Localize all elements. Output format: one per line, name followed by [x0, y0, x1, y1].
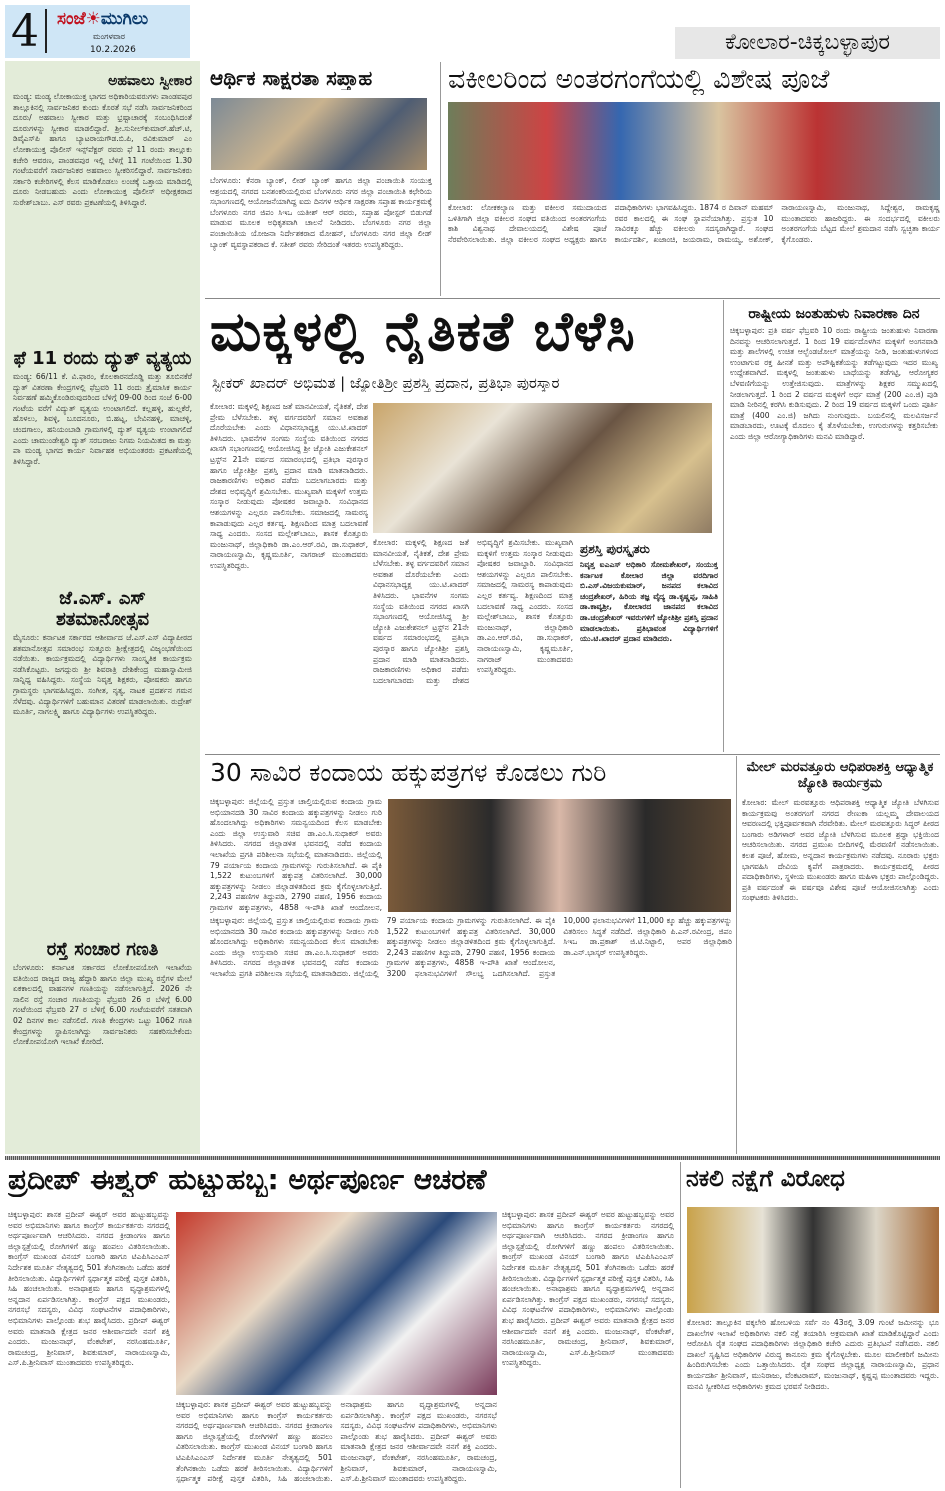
brief-title: ರಸ್ತೆ ಸಂಚಾರ ಗಣತಿ — [46, 939, 159, 960]
column-divider — [680, 1162, 681, 1488]
article-body: ಚಿಕ್ಕಬಳ್ಳಾಪುರ: ಪ್ರತಿ ವರ್ಷ ಫೆಬ್ರವರಿ 10 ರಂದು ರಾಷ್ಟ್ರೀಯ ಜಂತುಹುಳು ನಿವಾರಣಾ ದಿನವನ್ನು ಆಚರಿಸಲಾಗುತ್ತದೆ. 1 ರಿಂದ 19 ವರ್ಷದೊಳಗಿನ ಮಕ್ಕಳಿಗೆ ಅಂಗನವಾಡಿ ಮತ್ತು ಶಾಲೆಗಳಲ್ಲಿ ಉಚಿತ ಆಲ್ಬೆಂಡಜೋಲ್ ಮಾತ್ರೆಯನ್ನು ನೀಡಿ, ಜಂತುಹುಳುಗಳಿಂದ ಉಂಟಾಗುವ ರಕ್ತ ಹೀನತೆ ಮತ್ತು ಅಪೌಷ್ಟಿಕತೆಯನ್ನು ತಡೆಗಟ್ಟುವುದು ಇದರ ಮುಖ್ಯ ಉದ್ದೇಶವಾಗಿದೆ. ಮಕ್ಕಳಲ್ಲಿ ಜಂತುಹುಳು ಬಾಧೆಯನ್ನು ತಡೆಗಟ್ಟಿ, ಆರೋಗ್ಯಕರ ಬೆಳವಣಿಗೆಯನ್ನು ಉತ್ತೇಜಿಸುವುದು. ಮಾತ್ರೆಗಳನ್ನು ಶಿಕ್ಷಕರ ಸಮ್ಮುಖದಲ್ಲಿ ನೀಡಲಾಗುತ್ತದೆ. 1 ರಿಂದ 2 ವರ್ಷದ ಮಕ್ಕಳಿಗೆ ಅರ್ಧ ಮಾತ್ರೆ (200 ಎಂ.ಜಿ) ಪುಡಿ ಮಾಡಿ ನೀರಿನಲ್ಲಿ ಕರಗಿಸಿ ಕುಡಿಸುವುದು. 2 ರಿಂದ 19 ವರ್ಷದ ಮಕ್ಕಳಿಗೆ ಒಂದು ಪೂರ್ತಿ ಮಾತ್ರೆ (400 ಎಂ.ಜಿ) ಜಗಿದು ನುಂಗುವುದು. ಬಯಲಿನಲ್ಲಿ ಮಲವಿಸರ್ಜನೆ ಮಾಡಬಾರದು, ಊಟಕ್ಕೆ ಮೊದಲು ಕೈ ತೊಳೆಯಬೇಕು, ಉಗುರುಗಳನ್ನು ಕತ್ತರಿಸಬೇಕು ಎಂದು ಜಿಲ್ಲಾ ಆರೋಗ್ಯಾಧಿಕಾರಿಗಳು ಮನವಿ ಮಾಡಿದ್ದಾರೆ. — [730, 326, 938, 441]
article-body: ಕೋಲಾರ: ಮಕ್ಕಳಲ್ಲಿ ಶಿಕ್ಷಣದ ಜತೆ ಮಾನವೀಯತೆ, ನೈತಿಕತೆ, ದೇಶ ಪ್ರೇಮ ಬೆಳೆಸಬೇಕು. ತಳ್ಳ ವರ್ಗದವರಿಗೆ ಸಮಾನ ಅವಕಾಶ ದೊರೆಯಬೇಕು ಎಂದು ವಿಧಾನಸಭಾಧ್ಯಕ್ಷ ಯು.ಟಿ.ಖಾದರ್ ತಿಳಿಸಿದರು. ಭಾವನೆಗಳ ಸಂಗಮ ಸಂಸ್ಥೆಯ ವತಿಯಿಂದ ನಗರದ ಖಾಸಗಿ ಸಭಾಂಗಣದಲ್ಲಿ ಆಯೋಜಿಸಿದ್ದ ಶ್ರೀ ಜ್ಯೋತಿ ಎಜುಕೇಶನಲ್ ಟ್ರಸ್ಟ್‌ನ 21ನೇ ವರ್ಷದ ಸಮಾರಂಭದಲ್ಲಿ ಪ್ರತಿಭಾ ಪುರಸ್ಕಾರ ಹಾಗೂ ಜ್ಯೋತಿಶ್ರೀ ಪ್ರಶಸ್ತಿ ಪ್ರದಾನ ಮಾಡಿ ಮಾತನಾಡಿದರು. ರಾಜಕಾರಣಿಗಳು ಅಧಿಕಾರ ಪಡೆದು ಬದಲಾಗಬಾರದು ಮತ್ತು ದೇಶದ ಅಭಿವೃದ್ಧಿಗೆ ಶ್ರಮಿಸಬೇಕು. ಮುಖ್ಯವಾಗಿ ಮಕ್ಕಳಿಗೆ ಉತ್ತಮ ಸಂಸ್ಕಾರ ನೀಡುವುದು ಪೋಷಕರ ಜವಾಬ್ದಾರಿ. ಸಂವಿಧಾನದ ಆಶಯಗಳನ್ನು ಎಲ್ಲರೂ ಪಾಲಿಸಬೇಕು. ಸಮಾಜದಲ್ಲಿ ಸಾಮರಸ್ಯ ಕಾಪಾಡುವುದು ಎಲ್ಲರ ಕರ್ತವ್ಯ. ಶಿಕ್ಷಣದಿಂದ ಮಾತ್ರ ಬದಲಾವಣೆ ಸಾಧ್ಯ ಎಂದರು. ಸಂಸದ ಮಲ್ಲೇಶ್‌ಬಾಬು, ಶಾಸಕ ಕೊತ್ತೂರು ಮಂಜುನಾಥ್, ಜಿಲ್ಲಾಧಿಕಾರಿ ಡಾ.ಎಂ.ಆರ್.ರವಿ, ಡಾ.ಸುಧಾಕರ್, ನಾರಾಯಣಸ್ವಾಮಿ, ಕೃಷ್ಣಮೂರ್ತಿ, ನಾಗರಾಜ್ ಮುಂತಾದವರು ಉಪಸ್ಥಿತರಿದ್ದರು. — [210, 402, 368, 570]
article-body: ಚಿಕ್ಕಬಳ್ಳಾಪುರ: ಶಾಸಕ ಪ್ರದೀಪ್ ಈಶ್ವರ್ ಅವರ ಹುಟ್ಟುಹಬ್ಬವನ್ನು ಅವರ ಅಭಿಮಾನಿಗಳು ಹಾಗೂ ಕಾಂಗ್ರೆಸ್ ಕಾರ್ಯಕರ್ತರು ನಗರದಲ್ಲಿ ಅರ್ಥಪೂರ್ಣವಾಗಿ ಆಚರಿಸಿದರು. ನಗರದ ಕ್ರೀಡಾಂಗಣ ಹಾಗೂ ಜಿಲ್ಲಾಸ್ಪತ್ರೆಯಲ್ಲಿ ರೋಗಿಗಳಿಗೆ ಹಣ್ಣು ಹಂಪಲು ವಿತರಿಸಲಾಯಿತು. ಕಾಂಗ್ರೆಸ್ ಮುಖಂಡ ವಿನಯ್ ಬಂಗಾರಿ ಹಾಗೂ ಟಿಎಪಿಸಿಎಂಎಸ್ ನಿರ್ದೇಶಕ ಮೂರ್ತಿ ನೇತೃತ್ವದಲ್ಲಿ 501 ತೆಂಗಿನಕಾಯಿ ಒಡೆದು ಹರಕೆ ತೀರಿಸಲಾಯಿತು. ವಿದ್ಯಾರ್ಥಿಗಳಿಗೆ ಸ್ಪರ್ಧಾತ್ಮಕ ಪರೀಕ್ಷೆ ಪುಸ್ತಕ ವಿತರಿಸಿ, ಸಿಹಿ ಹಂಚಲಾಯಿತು. ಅನಾಥಾಶ್ರಮ ಹಾಗೂ ವೃದ್ಧಾಶ್ರಮಗಳಲ್ಲಿ ಅನ್ನದಾನ ಏರ್ಪಡಿಸಲಾಗಿತ್ತು. ಕಾಂಗ್ರೆಸ್ ಪಕ್ಷದ ಮುಖಂಡರು, ನಗರಸಭೆ ಸದಸ್ಯರು, ವಿವಿಧ ಸಂಘಟನೆಗಳ ಪದಾಧಿಕಾರಿಗಳು, ಅಭಿಮಾನಿಗಳು ಪಾಲ್ಗೊಂಡು ಶುಭ ಹಾರೈಸಿದರು. ಪ್ರದೀಪ್ ಈಶ್ವರ್ ಅವರು ಮಾತನಾಡಿ ಕ್ಷೇತ್ರದ ಜನರ ಆಶೀರ್ವಾದವೇ ನನಗೆ ಶಕ್ತಿ ಎಂದರು. ಮಂಜುನಾಥ್, ವೆಂಕಟೇಶ್, ನರಸಿಂಹಮೂರ್ತಿ, ರಾಮಚಂದ್ರ, ಶ್ರೀನಿವಾಸ್, ಶಿವಕುಮಾರ್, ನಾರಾಯಣಸ್ವಾಮಿ, ಎಸ್.ಪಿ.ಶ್ರೀನಿವಾಸ್ ಮುಂತಾದವರು ಉಪಸ್ಥಿತರಿದ್ದರು. — [8, 1210, 170, 1368]
divider — [45, 9, 47, 53]
divider — [205, 754, 940, 755]
brief-title: ಫೆ 11 ರಂದು ದ್ಯುತ್ ವ್ಯತ್ಯಯ — [13, 348, 192, 369]
article-photo — [373, 403, 712, 533]
article-body-continued: ಚಿಕ್ಕಬಳ್ಳಾಪುರ: ಜಿಲ್ಲೆಯಲ್ಲಿ ಪ್ರಸ್ತುತ ಚಾಲ್ತಿಯಲ್ಲಿರುವ ಕಂದಾಯ ಗ್ರಾಮ ಅಭಿಯಾನದಡಿ 30 ಸಾವಿರ ಕಂದಾಯ ಹಕ್ಕುಪತ್ರಗಳನ್ನು ನೀಡಲು ಗುರಿ ಹೊಂದಲಾಗಿದ್ದು ಅಧಿಕಾರಿಗಳು ಸಮನ್ವಯದಿಂದ ಕೆಲಸ ಮಾಡಬೇಕು ಎಂದು ಜಿಲ್ಲಾ ಉಸ್ತುವಾರಿ ಸಚಿವ ಡಾ.ಎಂ.ಸಿ.ಸುಧಾಕರ್ ಅವರು ತಿಳಿಸಿದರು. ನಗರದ ಜಿಲ್ಲಾಡಳಿತ ಭವನದಲ್ಲಿ ನಡೆದ ಕಂದಾಯ ಇಲಾಖೆಯ ಪ್ರಗತಿ ಪರಿಶೀಲನಾ ಸಭೆಯಲ್ಲಿ ಮಾತನಾಡಿದರು. ಜಿಲ್ಲೆಯಲ್ಲಿ 79 ಪರ್ಯಾಯ ಕಂದಾಯ ಗ್ರಾಮಗಳನ್ನು ಗುರುತಿಸಲಾಗಿದೆ. ಈ ಪೈಕಿ 1,522 ಕುಟುಂಬಗಳಿಗೆ ಹಕ್ಕುಪತ್ರ ವಿತರಿಸಲಾಗಿದೆ. 30,000 ಹಕ್ಕುಪತ್ರಗಳನ್ನು ನೀಡಲು ಜಿಲ್ಲಾಡಳಿತದಿಂದ ಕ್ರಮ ಕೈಗೊಳ್ಳಲಾಗುತ್ತಿದೆ. 2,243 ಪಹಣಿಗಳ ತಿದ್ದುಪಡಿ, 2790 ಪಹಣಿ, 1956 ಕಂದಾಯ ಗ್ರಾಮಗಳ ಹಕ್ಕುಪತ್ರಗಳು, 4858 ಇ-ಪೌತಿ ಖಾತೆ ಆಂದೋಲನ, 3200 ಫಲಾನುಭವಿಗಳಿಗೆ ಸೌಲಭ್ಯ ಒದಗಿಸಲಾಗಿದೆ. ಪ್ರಸ್ತುತ 10,000 ಫಲಾನುಭವಿಗಳಿಗೆ 11,000 ಕ್ಕೂ ಹೆಚ್ಚು ಹಕ್ಕುಪತ್ರಗಳನ್ನು ವಿತರಿಸಲು ಸಿದ್ಧತೆ ನಡೆದಿದೆ. ಜಿಲ್ಲಾಧಿಕಾರಿ ಪಿ.ಎನ್.ರವೀಂದ್ರ, ಜಿಪಂ ಸಿಇಒ ಡಾ.ಪ್ರಕಾಶ್ ಜಿ.ಟಿ.ನಿಟ್ಟಾಲಿ, ಅಪರ ಜಿಲ್ಲಾಧಿಕಾರಿ ಡಾ.ಎನ್.ಭಾಸ್ಕರ್ ಉಪಸ್ಥಿತರಿದ್ದರು. — [210, 916, 732, 978]
divider — [5, 1156, 940, 1160]
divider — [205, 298, 940, 299]
brief-body: ಮಂಡ್ಯ: ಮಂಡ್ಯ ಲೋಕಾಯುಕ್ತ ಭಾಗದ ಅಧಿಕಾರಿಯವರುಗಳು ಪಾಂಡವಪುರ ತಾಲ್ಲೂಕಿನಲ್ಲಿ ಸಾರ್ವಜನಿಕರ ಕುಂದು ಕೊರತೆ ಸಭೆ ನಡೆಸಿ ಸಾರ್ವಜನಿಕರಿಂದ ದೂರು/ ಅಹವಾಲು ಸ್ವೀಕಾರ ಮತ್ತು ಭ್ರಷ್ಟಾಚಾರಕ್ಕೆ ಸಂಬಂಧಿಸಿದಂತೆ ದೂರುಗಳನ್ನು ಸ್ವೀಕಾರ ಮಾಡಲಿದ್ದಾರೆ. ಶ್ರೀ.ಸುನೀಲ್‌ಕುಮಾರ್.ಹೆಚ್.ಟಿ, ಡಿವೈಎಸ್‌ಪಿ ಹಾಗೂ ಬ್ಯಾಟರಾಯಗೌಡ.ಬಿ.ಪಿ, ರವಿಕುಮಾರ್ ಎಂ ಲೋಕಾಯುಕ್ತ ಪೊಲೀಸ್ ಇನ್ಸ್‌ಪೆಕ್ಟರ್ ರವರು ಫೆ 11 ರಂದು ತಾಲ್ಲೂಕು ಕಚೇರಿ ಆವರಣ, ಪಾಂಡವಪುರ ಇಲ್ಲಿ ಬೆಳಿಗ್ಗೆ 11 ಗಂಟೆಯಿಂದ 1.30 ಗಂಟೆಯವರೆಗೆ ಸಾರ್ವಜನಿಕರ ಅಹವಾಲು ಸ್ವೀಕರಿಸಲಿದ್ದಾರೆ. ಸಾರ್ವಜನಿಕರು ಸರ್ಕಾರಿ ಕಚೇರಿಗಳಲ್ಲಿ ಕೆಲಸ ಮಾಡಿಕೊಡಲು ಲಂಚಕ್ಕೆ ಒತ್ತಾಯ ಮಾಡಿದಲ್ಲಿ ದೂರು ನೀಡಬಹುದು ಎಂದು ಲೋಕಾಯುಕ್ತ ಪೊಲೀಸ್ ಅಧೀಕ್ಷಕರಾದ ಸುರೇಶ್‌ಬಾಬು. ಎಸ್ ರವರು ಪ್ರಕಟಣೆಯಲ್ಲಿ ತಿಳಿಸಿದ್ದಾರೆ. — [13, 92, 192, 207]
article-body: ಬೆಂಗಳೂರು: ಕೆನರಾ ಬ್ಯಾಂಕ್, ಲೀಡ್ ಬ್ಯಾಂಕ್ ಹಾಗೂ ಜಿಲ್ಲಾ ಪಂಚಾಯಿತಿ ಸಂಯುಕ್ತ ಆಶ್ರಯದಲ್ಲಿ ನಗರದ ಬನಶಂಕರಿಯಲ್ಲಿರುವ ಬೆಂಗಳೂರು ನಗರ ಜಿಲ್ಲಾ ಪಂಚಾಯಿತಿ ಕಛೇರಿಯ ಸಭಾಂಗಣದಲ್ಲಿ ಆಯೋಜನೆಯಾಗಿದ್ದ ಐದು ದಿನಗಳ ಆರ್ಥಿಕ ಸಾಕ್ಷರತಾ ಸಪ್ತಾಹ ಕಾರ್ಯಕ್ರಮಕ್ಕೆ ಬೆಂಗಳೂರು ನಗರ ಜಿಪಂ ಸಿಇಒ ಯತೀಶ್ ಆರ್ ರವರು, ಸಪ್ತಾಹ ಪೋಸ್ಟರ್ ಬಿಡುಗಡೆ ಮಾಡುವ ಮೂಲಕ ಅಧಿಕೃತವಾಗಿ ಚಾಲನೆ ನೀಡಿದರು. ಬೆಂಗಳೂರು ನಗರ ಜಿಲ್ಲಾ ಪಂಚಾಯಿತಿಯ ಯೋಜನಾ ನಿರ್ದೇಶಕರಾದ ಮೋಹನ್, ಬೆಂಗಳೂರು ನಗರ ಜಿಲ್ಲಾ ಲೀಡ್ ಬ್ಯಾಂಕ್ ವ್ಯವಸ್ಥಾಪಕರಾದ ಕೆ. ಸತೀಶ್ ರವರು ಸೇರಿದಂತೆ ಇತರರು ಉಪಸ್ಥಿತರಿದ್ದರು. — [210, 176, 432, 249]
awards-body: ನಿವೃತ್ತ ಐಎಎಸ್ ಅಧಿಕಾರಿ ಸೋಮಶೇಖರ್, ಸಂಯುಕ್ತ ಕರ್ನಾಟಕ ಕೋಲಾರ ಜಿಲ್ಲಾ ವರದಿಗಾರ ಬಿ.ಎಸ್.ವಿಜಯಕುಮಾರ್, ಜನಪದ ಕಲಾವಿದ ಚಂದ್ರಶೇಖರ್, ಹಿರಿಯ ತಜ್ಞ ವೈದ್ಯ ಡಾ.ಕೃಷ್ಣಪ್ಪ, ಸಾಹಿತಿ ಡಾ.ಕಾವ್ಯಶ್ರೀ, ಕೋಲಾರದ ಜಾನಪದ ಕಲಾವಿದ ಡಾ.ಚಂದ್ರಶೇಖರ್ ಇವರುಗಳಿಗೆ ಜ್ಯೋತಿಶ್ರೀ ಪ್ರಶಸ್ತಿ ಪ್ರದಾನ ಮಾಡಲಾಯಿತು. ಪ್ರತಿಭಾವಂತ ವಿದ್ಯಾರ್ಥಿಗಳಿಗೆ ಯು.ಟಿ.ಖಾದರ್ ಪ್ರದಾನ ಮಾಡಿದರು. — [580, 560, 718, 644]
article-body: ಕೋಲಾರ: ಮೇಲ್ ಮರವತ್ತೂರು ಆಧಿಪರಾಶಕ್ತಿ ಆಧ್ಯಾತ್ಮಿಕ ಜ್ಯೋತಿ ಬೆಳಗಿಸುವ ಕಾರ್ಯಕ್ರಮವು ಅಂತರಗಂಗೆ ನಗರದ ರೇಣುಕಾ ಯಲ್ಲಮ್ಮ ದೇವಾಲಯದ ಆವರಣದಲ್ಲಿ ಭಕ್ತಿಪೂರ್ವಕವಾಗಿ ನೆರವೇರಿತು. ಮೇಲ್ ಮರವತ್ತೂರು ಸಿದ್ಧರ್ ಪೀಠದ ಬಂಗಾರು ಅಡಿಗಳಾರ್ ಅವರ ಜ್ಯೋತಿ ಬೆಳಗಿಸುವ ಮೂಲಕ ಶ್ರದ್ಧಾ ಭಕ್ತಿಯಿಂದ ಆಚರಿಸಲಾಯಿತು. ನಗರದ ಪ್ರಮುಖ ಬೀದಿಗಳಲ್ಲಿ ಮೆರವಣಿಗೆ ನಡೆಸಲಾಯಿತು. ಕಲಶ ಪೂಜೆ, ಹೋಮ, ಅನ್ನದಾನ ಕಾರ್ಯಕ್ರಮಗಳು ನಡೆದವು. ನೂರಾರು ಭಕ್ತರು ಭಾಗವಹಿಸಿ ದೇವಿಯ ಕೃಪೆಗೆ ಪಾತ್ರರಾದರು. ಕಾರ್ಯಕ್ರಮದಲ್ಲಿ ಪೀಠದ ಪದಾಧಿಕಾರಿಗಳು, ಸ್ಥಳೀಯ ಮುಖಂಡರು ಹಾಗೂ ಮಹಿಳಾ ಭಕ್ತರು ಪಾಲ್ಗೊಂಡಿದ್ದರು. ಪ್ರತಿ ವರ್ಷದಂತೆ ಈ ವರ್ಷವೂ ವಿಶೇಷ ಪೂಜೆ ಆಯೋಜಿಸಲಾಗಿತ್ತು ಎಂದು ಸಂಘಟಕರು ತಿಳಿಸಿದರು. — [742, 798, 939, 903]
article-headline: ನಕಲಿ ನಕ್ಷೆಗೆ ವಿರೋಧ — [686, 1166, 845, 1192]
article-headline: ಮೇಲ್ ಮರವತ್ತೂರು ಆಧಿಪರಾಶಕ್ತಿ ಆಧ್ಯಾತ್ಮಿಕ ಜ್ಯೋತಿ ಕಾರ್ಯಕ್ರಮ — [746, 760, 934, 791]
article-body: ಚಿಕ್ಕಬಳ್ಳಾಪುರ: ಜಿಲ್ಲೆಯಲ್ಲಿ ಪ್ರಸ್ತುತ ಚಾಲ್ತಿಯಲ್ಲಿರುವ ಕಂದಾಯ ಗ್ರಾಮ ಅಭಿಯಾನದಡಿ 30 ಸಾವಿರ ಕಂದಾಯ ಹಕ್ಕುಪತ್ರಗಳನ್ನು ನೀಡಲು ಗುರಿ ಹೊಂದಲಾಗಿದ್ದು ಅಧಿಕಾರಿಗಳು ಸಮನ್ವಯದಿಂದ ಕೆಲಸ ಮಾಡಬೇಕು ಎಂದು ಜಿಲ್ಲಾ ಉಸ್ತುವಾರಿ ಸಚಿವ ಡಾ.ಎಂ.ಸಿ.ಸುಧಾಕರ್ ಅವರು ತಿಳಿಸಿದರು. ನಗರದ ಜಿಲ್ಲಾಡಳಿತ ಭವನದಲ್ಲಿ ನಡೆದ ಕಂದಾಯ ಇಲಾಖೆಯ ಪ್ರಗತಿ ಪರಿಶೀಲನಾ ಸಭೆಯಲ್ಲಿ ಮಾತನಾಡಿದರು. ಜಿಲ್ಲೆಯಲ್ಲಿ 79 ಪರ್ಯಾಯ ಕಂದಾಯ ಗ್ರಾಮಗಳನ್ನು ಗುರುತಿಸಲಾಗಿದೆ. ಈ ಪೈಕಿ 1,522 ಕುಟುಂಬಗಳಿಗೆ ಹಕ್ಕುಪತ್ರ ವಿತರಿಸಲಾಗಿದೆ. 30,000 ಹಕ್ಕುಪತ್ರಗಳನ್ನು ನೀಡಲು ಜಿಲ್ಲಾಡಳಿತದಿಂದ ಕ್ರಮ ಕೈಗೊಳ್ಳಲಾಗುತ್ತಿದೆ. 2,243 ಪಹಣಿಗಳ ತಿದ್ದುಪಡಿ, 2790 ಪಹಣಿ, 1956 ಕಂದಾಯ ಗ್ರಾಮಗಳ ಹಕ್ಕುಪತ್ರಗಳು, 4858 ಇ-ಪೌತಿ ಖಾತೆ ಆಂದೋಲನ, — [210, 797, 382, 912]
brief-body: ಬೆಂಗಳೂರು: ಕರ್ನಾಟಕ ಸರ್ಕಾರದ ಲೋಕೋಪಯೋಗಿ ಇಲಾಖೆಯ ವತಿಯಿಂದ ರಾಜ್ಯದ ರಾಜ್ಯ ಹೆದ್ದಾರಿ ಹಾಗೂ ಜಿಲ್ಲಾ ಮುಖ್ಯ ರಸ್ತೆಗಳ ಮೇಲೆ ಏಕಕಾಲದಲ್ಲಿ ವಾಹನಗಳ ಗಣತಿಯನ್ನು ನಡೆಸಲಾಗುತ್ತಿದೆ. 2026 ನೇ ಸಾಲಿನ ರಸ್ತೆ ಸಂಚಾರ ಗಣತಿಯನ್ನು ಫೆಬ್ರವರಿ 26 ರ ಬೆಳಿಗ್ಗೆ 6.00 ಗಂಟೆಯಿಂದ ಫೆಬ್ರವರಿ 27 ರ ಬೆಳಿಗ್ಗೆ 6.00 ಗಂಟೆಯವರೆಗೆ ಸತತವಾಗಿ 02 ದಿನಗಳ ಕಾಲ ನಡೆಸಲಿದೆ. ಗಣತಿ ಕೇಂದ್ರಗಳು ಒಟ್ಟು 1062 ಗಣತಿ ಕೇಂದ್ರಗಳನ್ನು ಸ್ಥಾಪಿಸಲಾಗಿದ್ದು ಸಾರ್ವಜನಿಕರು ಸಹಕರಿಸಬೇಕೆಂದು ಲೋಕೋಪಯೋಗಿ ಇಲಾಖೆ ಕೋರಿದೆ. — [13, 963, 192, 1047]
awards-subheading: ಪ್ರಶಸ್ತಿ ಪುರಸ್ಕೃತರು — [580, 542, 650, 556]
brief-title: ಜೆ.ಎಸ್. ಎಸ್ ಶತಮಾನೋತ್ಸವ — [55, 588, 150, 630]
masthead-logo-box — [5, 5, 190, 58]
article-photo — [448, 102, 940, 200]
page-number: 4 — [11, 6, 39, 57]
article-body: ಕೋಲಾರ: ತಾಲ್ಲೂಕಿನ ವಕ್ಕಲೇರಿ ಹೋಬಳಿಯ ಸರ್ವೆ ನಂ 43ರಲ್ಲಿ 3.09 ಗುಂಟೆ ಜಮೀನನ್ನು ಭೂ ದಾಖಲೆಗಳ ಇಲಾಖೆ ಅಧಿಕಾರಿಗಳು ನಕಲಿ ನಕ್ಷೆ ತಯಾರಿಸಿ ಅಕ್ರಮವಾಗಿ ಖಾತೆ ಮಾಡಿಕೊಟ್ಟಿದ್ದಾರೆ ಎಂದು ಆರೋಪಿಸಿ ರೈತ ಸಂಘದ ಪದಾಧಿಕಾರಿಗಳು ಜಿಲ್ಲಾಧಿಕಾರಿ ಕಚೇರಿ ಎದುರು ಪ್ರತಿಭಟನೆ ನಡೆಸಿದರು. ನಕಲಿ ದಾಖಲೆ ಸೃಷ್ಟಿಸಿದ ಅಧಿಕಾರಿಗಳ ವಿರುದ್ಧ ಕಾನೂನು ಕ್ರಮ ಕೈಗೊಳ್ಳಬೇಕು. ಮೂಲ ಮಾಲೀಕರಿಗೆ ಜಮೀನು ಹಿಂದಿರುಗಿಸಬೇಕು ಎಂದು ಒತ್ತಾಯಿಸಿದರು. ರೈತ ಸಂಘದ ಜಿಲ್ಲಾಧ್ಯಕ್ಷ ನಾರಾಯಣಸ್ವಾಮಿ, ಪ್ರಧಾನ ಕಾರ್ಯದರ್ಶಿ ಶ್ರೀನಿವಾಸ್, ಮುನಿರಾಜು, ವೆಂಕಟರಾಮ್, ಮಂಜುನಾಥ್, ಕೃಷ್ಣಪ್ಪ ಮುಂತಾದವರು ಇದ್ದರು. ಮನವಿ ಸ್ವೀಕರಿಸಿದ ಅಧಿಕಾರಿಗಳು ಕ್ರಮದ ಭರವಸೆ ನೀಡಿದರು. — [687, 1318, 939, 1391]
brief-body: ಮೈಸೂರು: ಕರ್ನಾಟಕ ಸರ್ಕಾರದ ಆಶೀರ್ವಾದ ಜೆ.ಎಸ್.ಎಸ್ ವಿದ್ಯಾಪೀಠದ ಶತಮಾನೋತ್ಸವ ಸಮಾರಂಭ ಸುತ್ತೂರು ಶ್ರೀಕ್ಷೇತ್ರದಲ್ಲಿ ವಿಜೃಂಭಣೆಯಿಂದ ನಡೆಯಿತು. ಕಾರ್ಯಕ್ರಮದಲ್ಲಿ ವಿದ್ಯಾರ್ಥಿಗಳು ಸಾಂಸ್ಕೃತಿಕ ಕಾರ್ಯಕ್ರಮ ನಡೆಸಿಕೊಟ್ಟರು. ಜಗದ್ಗುರು ಶ್ರೀ ಶಿವರಾತ್ರಿ ದೇಶಿಕೇಂದ್ರ ಮಹಾಸ್ವಾಮೀಜಿ ಸಾನ್ನಿಧ್ಯ ವಹಿಸಿದ್ದರು. ಸಂಸ್ಥೆಯ ನಿವೃತ್ತ ಶಿಕ್ಷಕರು, ಪೋಷಕರು ಹಾಗೂ ಗ್ರಾಮಸ್ಥರು ಭಾಗವಹಿಸಿದ್ದರು. ಸಂಗೀತ, ನೃತ್ಯ, ನಾಟಕ ಪ್ರದರ್ಶನ ಗಮನ ಸೆಳೆದವು. ವಿದ್ಯಾರ್ಥಿಗಳಿಗೆ ಬಹುಮಾನ ವಿತರಣೆ ಮಾಡಲಾಯಿತು. ರುದ್ರೇಶ್ ಮೂರ್ತಿ, ನಾಗಲಕ್ಷ್ಮಿ ಹಾಗೂ ವಿದ್ಯಾರ್ಥಿಗಳು ಉಪಸ್ಥಿತರಿದ್ದರು. — [13, 633, 192, 717]
issue-day: ಮಂಗಳವಾರ — [93, 32, 126, 41]
article-headline: 30 ಸಾವಿರ ಕಂದಾಯ ಹಕ್ಕುಪತ್ರಗಳ ಕೊಡಲು ಗುರಿ — [210, 758, 607, 787]
main-subheadline: ಸ್ಪೀಕರ್ ಖಾದರ್ ಅಭಿಮತ | ಜ್ಯೋತಿಶ್ರೀ ಪ್ರಶಸ್ತಿ ಪ್ರದಾನ, ಪ್ರತಿಭಾ ಪುರಸ್ಕಾರ — [212, 374, 560, 392]
article-photo — [687, 1207, 939, 1313]
article-headline: ರಾಷ್ಟ್ರೀಯ ಜಂತುಹುಳು ನಿವಾರಣಾ ದಿನ — [748, 306, 920, 322]
article-headline: ಆರ್ಥಿಕ ಸಾಕ್ಷರತಾ ಸಪ್ತಾಹ — [210, 66, 373, 90]
section-label: ಕೋಲಾರ-ಚಿಕ್ಕಬಳ್ಳಾಪುರ — [675, 27, 940, 59]
column-divider — [736, 756, 737, 1154]
article-body-continued: ಕೋಲಾರ: ಮಕ್ಕಳಲ್ಲಿ ಶಿಕ್ಷಣದ ಜತೆ ಮಾನವೀಯತೆ, ನೈತಿಕತೆ, ದೇಶ ಪ್ರೇಮ ಬೆಳೆಸಬೇಕು. ತಳ್ಳ ವರ್ಗದವರಿಗೆ ಸಮಾನ ಅವಕಾಶ ದೊರೆಯಬೇಕು ಎಂದು ವಿಧಾನಸಭಾಧ್ಯಕ್ಷ ಯು.ಟಿ.ಖಾದರ್ ತಿಳಿಸಿದರು. ಭಾವನೆಗಳ ಸಂಗಮ ಸಂಸ್ಥೆಯ ವತಿಯಿಂದ ನಗರದ ಖಾಸಗಿ ಸಭಾಂಗಣದಲ್ಲಿ ಆಯೋಜಿಸಿದ್ದ ಶ್ರೀ ಜ್ಯೋತಿ ಎಜುಕೇಶನಲ್ ಟ್ರಸ್ಟ್‌ನ 21ನೇ ವರ್ಷದ ಸಮಾರಂಭದಲ್ಲಿ ಪ್ರತಿಭಾ ಪುರಸ್ಕಾರ ಹಾಗೂ ಜ್ಯೋತಿಶ್ರೀ ಪ್ರಶಸ್ತಿ ಪ್ರದಾನ ಮಾಡಿ ಮಾತನಾಡಿದರು. ರಾಜಕಾರಣಿಗಳು ಅಧಿಕಾರ ಪಡೆದು ಬದಲಾಗಬಾರದು ಮತ್ತು ದೇಶದ ಅಭಿವೃದ್ಧಿಗೆ ಶ್ರಮಿಸಬೇಕು. ಮುಖ್ಯವಾಗಿ ಮಕ್ಕಳಿಗೆ ಉತ್ತಮ ಸಂಸ್ಕಾರ ನೀಡುವುದು ಪೋಷಕರ ಜವಾಬ್ದಾರಿ. ಸಂವಿಧಾನದ ಆಶಯಗಳನ್ನು ಎಲ್ಲರೂ ಪಾಲಿಸಬೇಕು. ಸಮಾಜದಲ್ಲಿ ಸಾಮರಸ್ಯ ಕಾಪಾಡುವುದು ಎಲ್ಲರ ಕರ್ತವ್ಯ. ಶಿಕ್ಷಣದಿಂದ ಮಾತ್ರ ಬದಲಾವಣೆ ಸಾಧ್ಯ ಎಂದರು. ಸಂಸದ ಮಲ್ಲೇಶ್‌ಬಾಬು, ಶಾಸಕ ಕೊತ್ತೂರು ಮಂಜುನಾಥ್, ಜಿಲ್ಲಾಧಿಕಾರಿ ಡಾ.ಎಂ.ಆರ್.ರವಿ, ಡಾ.ಸುಧಾಕರ್, ನಾರಾಯಣಸ್ವಾಮಿ, ಕೃಷ್ಣಮೂರ್ತಿ, ನಾಗರಾಜ್ ಮುಂತಾದವರು ಉಪಸ್ಥಿತರಿದ್ದರು. — [373, 538, 573, 685]
article-body-continued: ಚಿಕ್ಕಬಳ್ಳಾಪುರ: ಶಾಸಕ ಪ್ರದೀಪ್ ಈಶ್ವರ್ ಅವರ ಹುಟ್ಟುಹಬ್ಬವನ್ನು ಅವರ ಅಭಿಮಾನಿಗಳು ಹಾಗೂ ಕಾಂಗ್ರೆಸ್ ಕಾರ್ಯಕರ್ತರು ನಗರದಲ್ಲಿ ಅರ್ಥಪೂರ್ಣವಾಗಿ ಆಚರಿಸಿದರು. ನಗರದ ಕ್ರೀಡಾಂಗಣ ಹಾಗೂ ಜಿಲ್ಲಾಸ್ಪತ್ರೆಯಲ್ಲಿ ರೋಗಿಗಳಿಗೆ ಹಣ್ಣು ಹಂಪಲು ವಿತರಿಸಲಾಯಿತು. ಕಾಂಗ್ರೆಸ್ ಮುಖಂಡ ವಿನಯ್ ಬಂಗಾರಿ ಹಾಗೂ ಟಿಎಪಿಸಿಎಂಎಸ್ ನಿರ್ದೇಶಕ ಮೂರ್ತಿ ನೇತೃತ್ವದಲ್ಲಿ 501 ತೆಂಗಿನಕಾಯಿ ಒಡೆದು ಹರಕೆ ತೀರಿಸಲಾಯಿತು. ವಿದ್ಯಾರ್ಥಿಗಳಿಗೆ ಸ್ಪರ್ಧಾತ್ಮಕ ಪರೀಕ್ಷೆ ಪುಸ್ತಕ ವಿತರಿಸಿ, ಸಿಹಿ ಹಂಚಲಾಯಿತು. ಅನಾಥಾಶ್ರಮ ಹಾಗೂ ವೃದ್ಧಾಶ್ರಮಗಳಲ್ಲಿ ಅನ್ನದಾನ ಏರ್ಪಡಿಸಲಾಗಿತ್ತು. ಕಾಂಗ್ರೆಸ್ ಪಕ್ಷದ ಮುಖಂಡರು, ನಗರಸಭೆ ಸದಸ್ಯರು, ವಿವಿಧ ಸಂಘಟನೆಗಳ ಪದಾಧಿಕಾರಿಗಳು, ಅಭಿಮಾನಿಗಳು ಪಾಲ್ಗೊಂಡು ಶುಭ ಹಾರೈಸಿದರು. ಪ್ರದೀಪ್ ಈಶ್ವರ್ ಅವರು ಮಾತನಾಡಿ ಕ್ಷೇತ್ರದ ಜನರ ಆಶೀರ್ವಾದವೇ ನನಗೆ ಶಕ್ತಿ ಎಂದರು. ಮಂಜುನಾಥ್, ವೆಂಕಟೇಶ್, ನರಸಿಂಹಮೂರ್ತಿ, ರಾಮಚಂದ್ರ, ಶ್ರೀನಿವಾಸ್, ಶಿವಕುಮಾರ್, ನಾರಾಯಣಸ್ವಾಮಿ, ಎಸ್.ಪಿ.ಶ್ರೀನಿವಾಸ್ ಮುಂತಾದವರು ಉಪಸ್ಥಿತರಿದ್ದರು. — [502, 1210, 674, 1368]
newspaper-name: ಸಂಜೆ☀ಮುಗಿಲು — [57, 9, 149, 29]
article-photo — [388, 799, 731, 912]
brief-body: ಮಂಡ್ಯ: 66/11 ಕೆ. ವಿ.ಫಾರಂ, ಕೊಲಕಾರನದೊಡ್ಡಿ ಮತ್ತು ತೂಬಿನಕೆರೆ ದ್ಯುತ್ ವಿತರಣಾ ಕೇಂದ್ರಗಳಲ್ಲಿ ಫೆಬ್ರವರಿ 11 ರಂದು ತ್ರೈಮಾಸಿಕ ಕಾರ್ಯ ನಿರ್ವಹಣೆ ಹಮ್ಮಿಕೊಂಡಿರುವುದರಿಂದ ಬೆಳಿಗ್ಗೆ 09-00 ರಿಂದ ಸಂಜೆ 6-00 ಗಂಟೆಯ ವರೆಗೆ ವಿದ್ಯುತ್ ವ್ಯತ್ಯಯ ಉಂಟಾಗಲಿದೆ. ಕಲ್ಲಹಳ್ಳಿ, ಹುಲ್ಲಕೆರೆ, ಹೊಳಲು, ಶಿವಳ್ಳಿ, ಬೂದನೂರು, ಬಿ.ಹಟ್ನ, ಬೇವಿನಹಳ್ಳಿ, ಮಾಚಳ್ಳಿ, ಚಂದಗಾಲು, ಹನಿಯಂಬಾಡಿ ಗ್ರಾಮಗಳಲ್ಲಿ ದ್ಯುತ್ ವ್ಯತ್ಯಯ ಉಂಟಾಗಲಿದೆ ಎಂದು ಚಾಮುಂಡೇಶ್ವರಿ ದ್ಯುತ್ ಸರಬರಾಜು ನಿಗಮ ನಿಯಮಿತದ ಕಾ ಮತ್ತು ಪಾ ಮಂಡ್ಯ ಭಾಗದ ಕಾರ್ಯ ನಿರ್ವಾಹಕ ಅಭಿಯಂತರರು ಪ್ರಕಟಣೆಯಲ್ಲಿ ತಿಳಿಸಿದ್ದಾರೆ. — [13, 372, 192, 466]
issue-date: 10.2.2026 — [90, 45, 136, 55]
article-headline: ಪ್ರದೀಪ್ ಈಶ್ವರ್ ಹುಟ್ಟುಹಬ್ಬ: ಅರ್ಥಪೂರ್ಣ ಆಚರಣೆ — [8, 1163, 487, 1196]
article-photo — [176, 1212, 497, 1395]
column-divider — [440, 62, 441, 296]
column-divider — [723, 300, 724, 752]
main-headline: ಮಕ್ಕಳಲ್ಲಿ ನೈತಿಕತೆ ಬೆಳೆಸಿ — [210, 300, 636, 363]
article-body: ಕೋಲಾರ: ಲೋಕಕಲ್ಯಾಣ ಮತ್ತು ವಕೀಲರ ಸಮುದಾಯದ ಒಳಿತಿಗಾಗಿ ಜಿಲ್ಲಾ ವಕೀಲರ ಸಂಘದ ವತಿಯಿಂದ ಅಂತರಗಂಗೆಯ ಕಾಶಿ ವಿಶ್ವನಾಥ ದೇವಾಲಯದಲ್ಲಿ ವಿಶೇಷ ಪೂಜೆ ನೆರವೇರಿಸಲಾಯಿತು. ಜಿಲ್ಲಾ ವಕೀಲರ ಸಂಘದ ಅಧ್ಯಕ್ಷರು ಹಾಗೂ ಪದಾಧಿಕಾರಿಗಳು ಭಾಗವಹಿಸಿದ್ದರು. 1874 ರ ದಿವಾನ್ ಮಹಮ್ ರವರ ಕಾಲದಲ್ಲಿ ಈ ಸಂಘ ಸ್ಥಾಪನೆಯಾಗಿತ್ತು. ಪ್ರಸ್ತುತ 10 ಸಾವಿರಕ್ಕೂ ಹೆಚ್ಚು ವಕೀಲರು ಸದಸ್ಯರಾಗಿದ್ದಾರೆ. ಸಂಘದ ಕಾರ್ಯದರ್ಶಿ, ಖಜಾಂಚಿ, ಜಯರಾಮ, ರಾಮಯ್ಯ, ಅಶೋಕ್, ನಾರಾಯಣಸ್ವಾಮಿ, ಮಂಜುನಾಥ, ಸಿದ್ದೇಶ್ವರ, ರಾಮಕೃಷ್ಣ ಮುಂತಾದವರು ಹಾಜರಿದ್ದರು. ಈ ಸಂದರ್ಭದಲ್ಲಿ ವಕೀಲರು ಅಂತರಗಂಗೆಯ ಬೆಟ್ಟದ ಮೇಲೆ ಶ್ರಮದಾನ ನಡೆಸಿ ಸ್ವಚ್ಛತಾ ಕಾರ್ಯ ಕೈಗೊಂಡರು. — [448, 203, 940, 244]
article-headline: ವಕೀಲರಿಂದ ಅಂತರಗಂಗೆಯಲ್ಲಿ ವಿಶೇಷ ಪೂಜೆ — [448, 64, 830, 95]
article-photo — [211, 98, 427, 170]
brief-title: ಅಹವಾಲು ಸ್ವೀಕಾರ — [108, 73, 192, 89]
left-briefs-column — [5, 61, 200, 1154]
article-body-continued: ಚಿಕ್ಕಬಳ್ಳಾಪುರ: ಶಾಸಕ ಪ್ರದೀಪ್ ಈಶ್ವರ್ ಅವರ ಹುಟ್ಟುಹಬ್ಬವನ್ನು ಅವರ ಅಭಿಮಾನಿಗಳು ಹಾಗೂ ಕಾಂಗ್ರೆಸ್ ಕಾರ್ಯಕರ್ತರು ನಗರದಲ್ಲಿ ಅರ್ಥಪೂರ್ಣವಾಗಿ ಆಚರಿಸಿದರು. ನಗರದ ಕ್ರೀಡಾಂಗಣ ಹಾಗೂ ಜಿಲ್ಲಾಸ್ಪತ್ರೆಯಲ್ಲಿ ರೋಗಿಗಳಿಗೆ ಹಣ್ಣು ಹಂಪಲು ವಿತರಿಸಲಾಯಿತು. ಕಾಂಗ್ರೆಸ್ ಮುಖಂಡ ವಿನಯ್ ಬಂಗಾರಿ ಹಾಗೂ ಟಿಎಪಿಸಿಎಂಎಸ್ ನಿರ್ದೇಶಕ ಮೂರ್ತಿ ನೇತೃತ್ವದಲ್ಲಿ 501 ತೆಂಗಿನಕಾಯಿ ಒಡೆದು ಹರಕೆ ತೀರಿಸಲಾಯಿತು. ವಿದ್ಯಾರ್ಥಿಗಳಿಗೆ ಸ್ಪರ್ಧಾತ್ಮಕ ಪರೀಕ್ಷೆ ಪುಸ್ತಕ ವಿತರಿಸಿ, ಸಿಹಿ ಹಂಚಲಾಯಿತು. ಅನಾಥಾಶ್ರಮ ಹಾಗೂ ವೃದ್ಧಾಶ್ರಮಗಳಲ್ಲಿ ಅನ್ನದಾನ ಏರ್ಪಡಿಸಲಾಗಿತ್ತು. ಕಾಂಗ್ರೆಸ್ ಪಕ್ಷದ ಮುಖಂಡರು, ನಗರಸಭೆ ಸದಸ್ಯರು, ವಿವಿಧ ಸಂಘಟನೆಗಳ ಪದಾಧಿಕಾರಿಗಳು, ಅಭಿಮಾನಿಗಳು ಪಾಲ್ಗೊಂಡು ಶುಭ ಹಾರೈಸಿದರು. ಪ್ರದೀಪ್ ಈಶ್ವರ್ ಅವರು ಮಾತನಾಡಿ ಕ್ಷೇತ್ರದ ಜನರ ಆಶೀರ್ವಾದವೇ ನನಗೆ ಶಕ್ತಿ ಎಂದರು. ಮಂಜುನಾಥ್, ವೆಂಕಟೇಶ್, ನರಸಿಂಹಮೂರ್ತಿ, ರಾಮಚಂದ್ರ, ಶ್ರೀನಿವಾಸ್, ಶಿವಕುಮಾರ್, ನಾರಾಯಣಸ್ವಾಮಿ, ಎಸ್.ಪಿ.ಶ್ರೀನಿವಾಸ್ ಮುಂತಾದವರು ಉಪಸ್ಥಿತರಿದ್ದರು. — [176, 1400, 497, 1484]
